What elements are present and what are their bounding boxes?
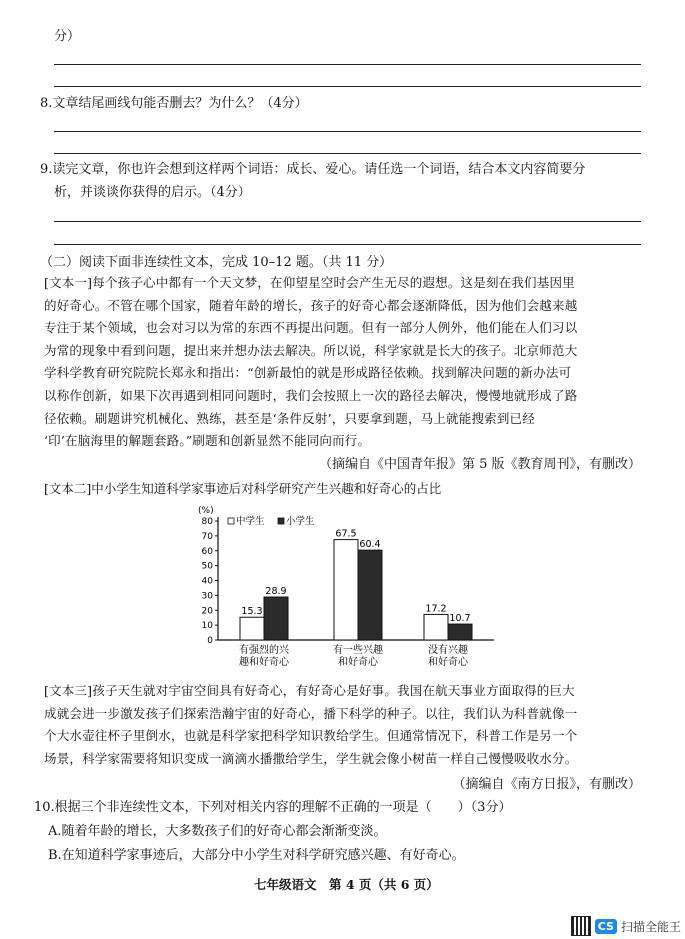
legend-label: 中学生	[236, 516, 265, 527]
text-1	[44, 272, 644, 453]
text-1-line: 为常的现象中看到问题，提出来并想办法去解决。所以说，科学家就是长大的孩子。北京师范大	[44, 342, 578, 358]
page-footer: 七年级语文 第 4 页（共 6 页）	[254, 877, 439, 892]
text-2-title: [文本二]中小学生知道科学家事迹后对科学研究产生兴趣和好奇心的占比	[44, 481, 442, 496]
y-tick-label: 30	[201, 591, 213, 602]
text-1-line: [文本一]每个孩子心中都有一个天文梦，在仰望星空时会产生无尽的遐想。这是刻在我们基因里	[44, 275, 575, 290]
text-1-source: （摘编自《中国青年报》第 5 版《教育周刊》，有删改）	[318, 457, 641, 472]
text-3	[44, 680, 644, 770]
qr-code-icon	[571, 916, 591, 936]
data-label: 60.4	[359, 539, 381, 551]
y-tick-label: 0	[207, 636, 213, 646]
top-fragment: 分）	[54, 29, 81, 44]
scanner-watermark	[571, 913, 685, 939]
category-label: 和好奇心	[428, 657, 468, 668]
question-10: 10.根据三个非连续性文本，下列对相关内容的理解不正确的一项是（ ）（3分）	[34, 800, 512, 815]
text-1-line: 学科学教育研究院院长郑永和指出：“创新最怕的就是形成路径依赖。找到解决问题的新办法可	[44, 365, 572, 381]
text-1-line: ‘印’在脑海里的解题套路。”刷题和创新显然不能同向而行。	[44, 433, 371, 449]
text-3-line: 个大水壶往杯子里倒水，也就是科学家把科学知识教给学生。但通常情况下，科普工作是另一个	[44, 728, 578, 744]
bar	[264, 597, 288, 640]
text-1-line: 以称作创新，如果下次再遇到相同问题时，我们会按照上一次的路径去解决，慢慢地就形成了路	[44, 387, 578, 403]
category-label: 没有兴趣	[428, 645, 468, 656]
answer-line	[54, 86, 641, 87]
bar	[448, 624, 472, 640]
section-2-title: （二）阅读下面非连续性文本，完成 10–12 题。（共 11 分）	[40, 255, 393, 270]
y-tick-label: 20	[201, 606, 213, 617]
data-label: 10.7	[449, 613, 471, 625]
legend-swatch	[228, 518, 234, 524]
text-1-line: 的好奇心。不管在哪个国家，随着年龄的增长，孩子的好奇心都会逐渐降低，因为他们会越来越	[44, 297, 578, 313]
legend-label: 小学生	[286, 516, 315, 527]
answer-line	[54, 221, 641, 222]
answer-line	[54, 244, 641, 245]
answer-line	[54, 131, 641, 132]
text-3-line: 成就会进一步激发孩子们探索浩瀚宇宙的好奇心，播下科学的种子。以往，我们认为科普就像一	[44, 705, 578, 721]
text-3-source: （摘编自《南方日报》，有删改）	[452, 777, 641, 792]
category-label: 有一些兴趣	[333, 645, 383, 656]
bar	[334, 540, 358, 640]
answer-line	[54, 153, 641, 154]
legend-swatch	[278, 518, 284, 524]
scanner-logo-badge: CS	[595, 919, 617, 934]
y-tick-label: 80	[201, 517, 213, 527]
option-b: B.在知道科学家事迹后，大部分中小学生对科学研究感兴趣、有好奇心。	[48, 848, 465, 863]
text-3-line: 场景，科学家需要将知识变成一滴滴水播撒给学生，学生就会像小树苗一样自己慢慢吸收水分。	[44, 750, 578, 766]
category-label: 有强烈的兴	[239, 645, 289, 656]
y-tick-label: 60	[201, 546, 213, 557]
y-tick-label: 40	[201, 576, 213, 587]
data-label: 15.3	[241, 606, 263, 618]
data-label: 28.9	[265, 586, 287, 598]
category-label: 和好奇心	[338, 657, 378, 668]
text-1-line: 专注于某个领域，也会对习以为常的东西不再提出问题。但有一部分人例外，他们能在人们习以	[44, 320, 578, 336]
bar	[424, 614, 448, 640]
question-9-line2: 析，并谈谈你获得的启示。（4分）	[54, 185, 251, 200]
scanner-logo-text: 扫描全能王	[620, 919, 681, 934]
y-tick-label: 70	[201, 531, 213, 542]
y-tick-label: 10	[201, 621, 213, 632]
data-label: 17.2	[425, 603, 447, 615]
bar	[240, 617, 264, 640]
question-8: 8.文章结尾画线句能否删去？为什么？（4分）	[40, 96, 308, 111]
y-axis-unit: (%)	[198, 506, 214, 516]
data-label: 67.5	[335, 528, 357, 540]
text-1-line: 径依赖。刷题讲究机械化、熟练，甚至是‘条件反射’，只要拿到题，马上就能搜索到已经	[44, 410, 535, 426]
bar-chart	[186, 503, 506, 681]
y-tick-label: 50	[201, 561, 213, 572]
text-3-line: [文本三]孩子天生就对宇宙空间具有好奇心，有好奇心是好事。我国在航天事业方面取得的巨大	[44, 683, 575, 698]
bar	[358, 550, 382, 640]
question-9-line1: 9.读完文章，你也许会想到这样两个词语：成长、爱心。请任选一个词语，结合本文内容简要分	[40, 162, 586, 177]
category-label: 趣和好奇心	[239, 657, 289, 668]
answer-line	[54, 64, 641, 65]
option-a: A.随着年龄的增长，大多数孩子们的好奇心都会渐渐变淡。	[48, 824, 387, 839]
